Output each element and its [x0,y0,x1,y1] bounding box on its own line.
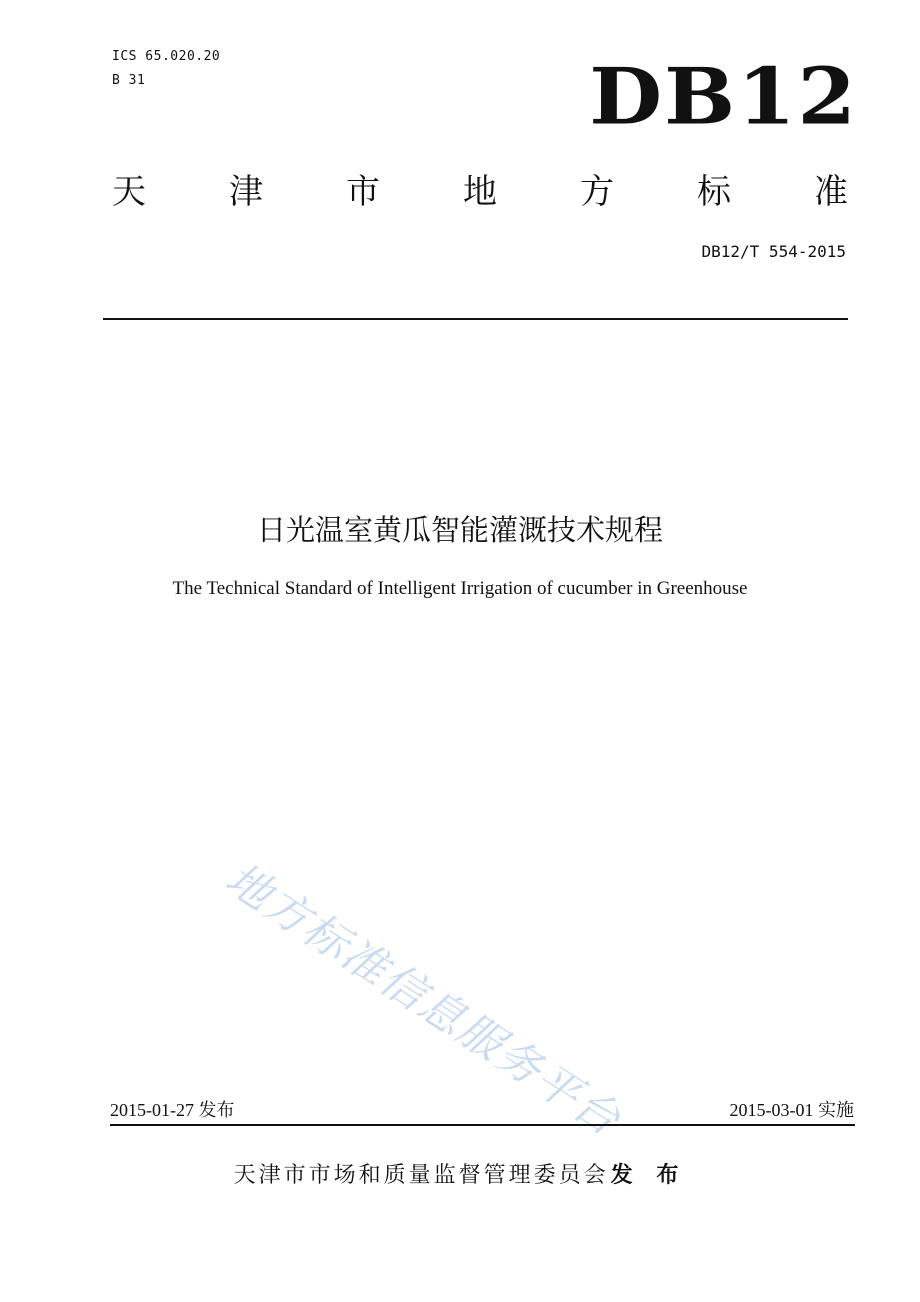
publish-date: 2015-01-27 发布 [110,1100,235,1120]
standard-code: DB12/T 554-2015 [701,242,846,261]
implementation-date: 2015-03-01 实施 [729,1100,854,1120]
standard-type-char: 地 [463,172,497,212]
watermark: 地方标准信息服务平台 [216,853,630,1147]
standard-type-heading [112,170,848,214]
ics-code: ICS 65.020.20 [112,49,221,64]
standard-type-char: 津 [229,172,263,212]
document-title-chinese: 日光温室黄瓜智能灌溉技术规程 [256,513,663,547]
document-title-english: The Technical Standard of Intelligent Irrigation of cucumber in Greenhouse [172,578,748,599]
publisher-action: 发 布 [610,1163,687,1188]
standard-type-char: 标 [697,172,731,212]
standard-type-char: 市 [346,172,380,212]
top-divider [103,318,848,320]
db12-logo: DB12 [589,50,858,142]
ccs-code: B 31 [112,73,146,88]
publisher-line [0,1160,920,1192]
standard-type-char: 天 [112,172,146,212]
bottom-divider [110,1124,855,1126]
standard-type-char: 方 [580,172,614,212]
publisher-name: 天津市市场和质量监督管理委员会 [233,1163,609,1188]
standard-type-char: 准 [814,172,848,212]
